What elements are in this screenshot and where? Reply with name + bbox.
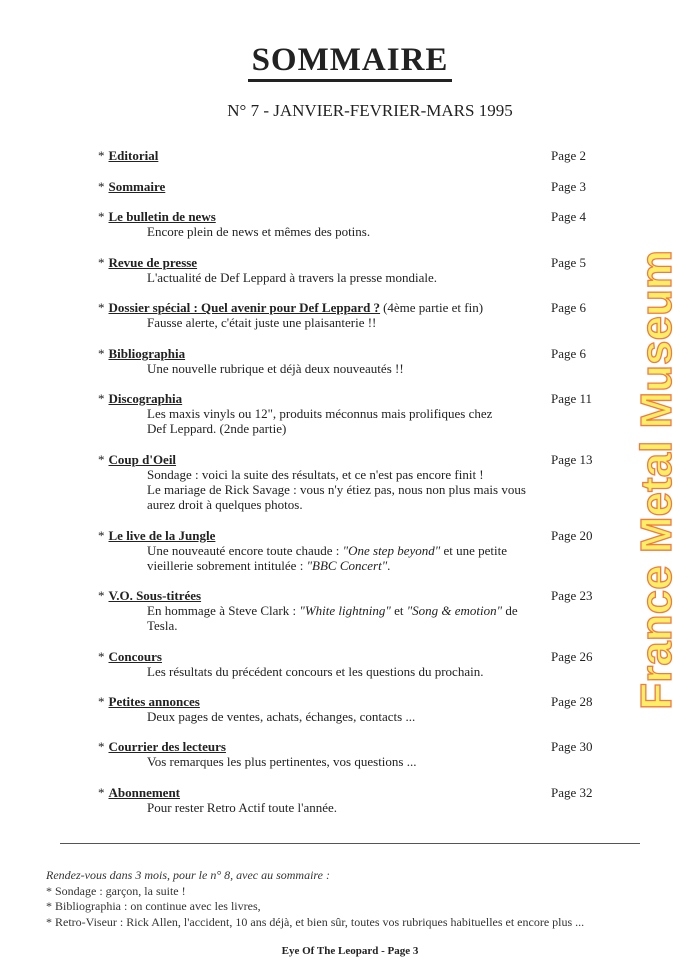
toc-entry-page: Page 26 [551,649,593,664]
description-text: Une nouvelle rubrique et déjà deux nouveautés !! [147,361,404,376]
description-text: Une nouveauté encore toute chaude : [147,543,343,558]
description-text: L'actualité de Def Leppard à travers la presse mondiale. [147,270,438,285]
description-text: Pour rester Retro Actif toute l'année. [147,800,338,815]
toc-entry-title: Courrier des lecteurs [108,739,226,754]
issue-subtitle: N° 7 - JANVIER-FEVRIER-MARS 1995 [227,101,513,120]
bullet: * [98,148,105,163]
next-issue-intro: Rendez-vous dans 3 mois, pour le n° 8, avec au sommaire : [46,868,330,882]
toc-entry-description [147,224,598,239]
page-title [0,42,700,79]
description-text: vieillerie sobrement intitulée : [147,558,307,573]
toc-entry-title: V.O. Sous-titrées [108,588,202,603]
toc-entry [98,452,598,512]
next-issue-item: * Sondage : garçon, la suite ! [46,883,186,898]
toc-entry-description [147,315,598,330]
description-text: Def Leppard. (2nde partie) [147,421,287,436]
toc-entry [98,649,598,679]
page-title-text: SOMMAIRE [248,42,453,82]
toc-entry-description [147,482,598,497]
toc-entry-page: Page 28 [551,694,593,709]
bullet: * [98,391,105,406]
toc-entry-description [147,709,598,724]
toc-entry-title: Abonnement [108,785,181,800]
bullet: * [98,179,105,194]
description-text: "Song & emotion" [406,603,503,618]
description-text: et une petite [440,543,507,558]
toc-entry-title: Revue de presse [108,255,198,270]
toc-entry [98,346,598,376]
toc-entry-title: Petites annonces [108,694,200,709]
toc-entry [98,785,598,815]
description-text: Vos remarques les plus pertinentes, vos questions ... [147,754,417,769]
next-issue-preview [46,868,584,930]
bullet: * [98,528,105,543]
toc-entry-page: Page 32 [551,785,593,800]
toc-entry-page: Page 23 [551,588,593,603]
toc-entry-page: Page 2 [551,148,587,163]
toc-entry [98,148,598,163]
bullet: * [98,209,105,224]
bullet: * [98,346,105,361]
description-text: En hommage à Steve Clark : [147,603,300,618]
bullet: * [98,694,105,709]
description-text: de [502,603,518,618]
watermark: France Metal Museum [632,250,681,710]
toc-entry [98,528,598,573]
toc-entry-page: Page 3 [551,179,587,194]
bullet: * [98,739,105,754]
toc-entry-page: Page 6 [551,300,587,315]
toc-entry-page: Page 20 [551,528,593,543]
description-text: Fausse alerte, c'était juste une plaisanterie !! [147,315,377,330]
toc-entry-description [147,270,598,285]
description-text: Sondage : voici la suite des résultats, et ce n'est pas encore finit ! [147,467,484,482]
next-issue-item: * Bibliographia : on continue avec les livres, [46,899,261,913]
toc-entry-title: Coup d'Oeil [108,452,177,467]
description-text: et [390,603,407,618]
toc-entry [98,209,598,239]
toc-entry-title: Discographia [108,391,183,406]
toc-entry-page: Page 11 [551,391,593,406]
description-text: . [387,558,391,573]
toc-entry-page: Page 4 [551,209,587,224]
toc-entry-description [147,421,598,436]
divider [60,843,640,844]
toc-entry-title: Bibliographia [108,346,186,361]
toc-entry [98,694,598,724]
description-text: Le mariage de Rick Savage : vous n'y étiez pas, nous non plus mais vous [147,482,526,497]
toc-entry-description [147,467,598,482]
next-issue-item: * Retro-Viseur : Rick Allen, l'accident, 10 ans déjà, et bien sûr, toutes vos rubriques habituelles et encore plus ... [46,914,585,929]
toc-entry-title: Editorial [108,148,159,163]
toc-entry-title: Sommaire [108,179,166,194]
toc-entry-page: Page 5 [551,255,587,270]
toc-entry-description [147,618,598,633]
description-text: "White lightning" [299,603,391,618]
toc-entry-description [147,603,598,618]
toc-entry-title: Le bulletin de news [108,209,216,224]
toc-entry-description [147,800,598,815]
bullet: * [98,452,105,467]
toc-entry [98,391,598,436]
bullet: * [98,255,105,270]
description-text: aurez droit à quelques photos. [147,497,303,512]
page-footer: Eye Of The Leopard - Page 3 [281,945,419,957]
toc-entry [98,588,598,633]
description-text: Les résultats du précédent concours et les questions du prochain. [147,664,484,679]
toc-entry-description [147,754,598,769]
toc-entry-page: Page 6 [551,346,587,361]
toc-entry [98,300,598,330]
description-text: "BBC Concert" [306,558,388,573]
toc-entry-page: Page 30 [551,739,593,754]
toc-entry-description [147,543,598,558]
description-text: Encore plein de news et mêmes des potins. [147,224,371,239]
toc-entry [98,179,598,194]
toc-entry-description [147,664,598,679]
bullet: * [98,785,105,800]
description-text: Deux pages de ventes, achats, échanges, contacts ... [147,709,416,724]
toc-entry-title: Le live de la Jungle [108,528,216,543]
toc-entry-title: Dossier spécial : Quel avenir pour Def Leppard ? [108,300,381,315]
description-text: Tesla. [147,618,178,633]
toc-entry-description [147,558,598,573]
toc-entry-description [147,406,598,421]
toc-entry-title: Concours [108,649,162,664]
bullet: * [98,649,105,664]
bullet: * [98,300,105,315]
toc-entry [98,739,598,769]
description-text: "One step beyond" [342,543,441,558]
toc-entry-page: Page 13 [551,452,593,467]
toc-entry-note: (4ème partie et fin) [383,300,484,315]
description-text: Les maxis vinyls ou 12", produits méconnus mais prolifiques chez [147,406,493,421]
toc-entry-description [147,497,598,512]
toc-entry-description [147,361,598,376]
toc-entry [98,255,598,285]
bullet: * [98,588,105,603]
